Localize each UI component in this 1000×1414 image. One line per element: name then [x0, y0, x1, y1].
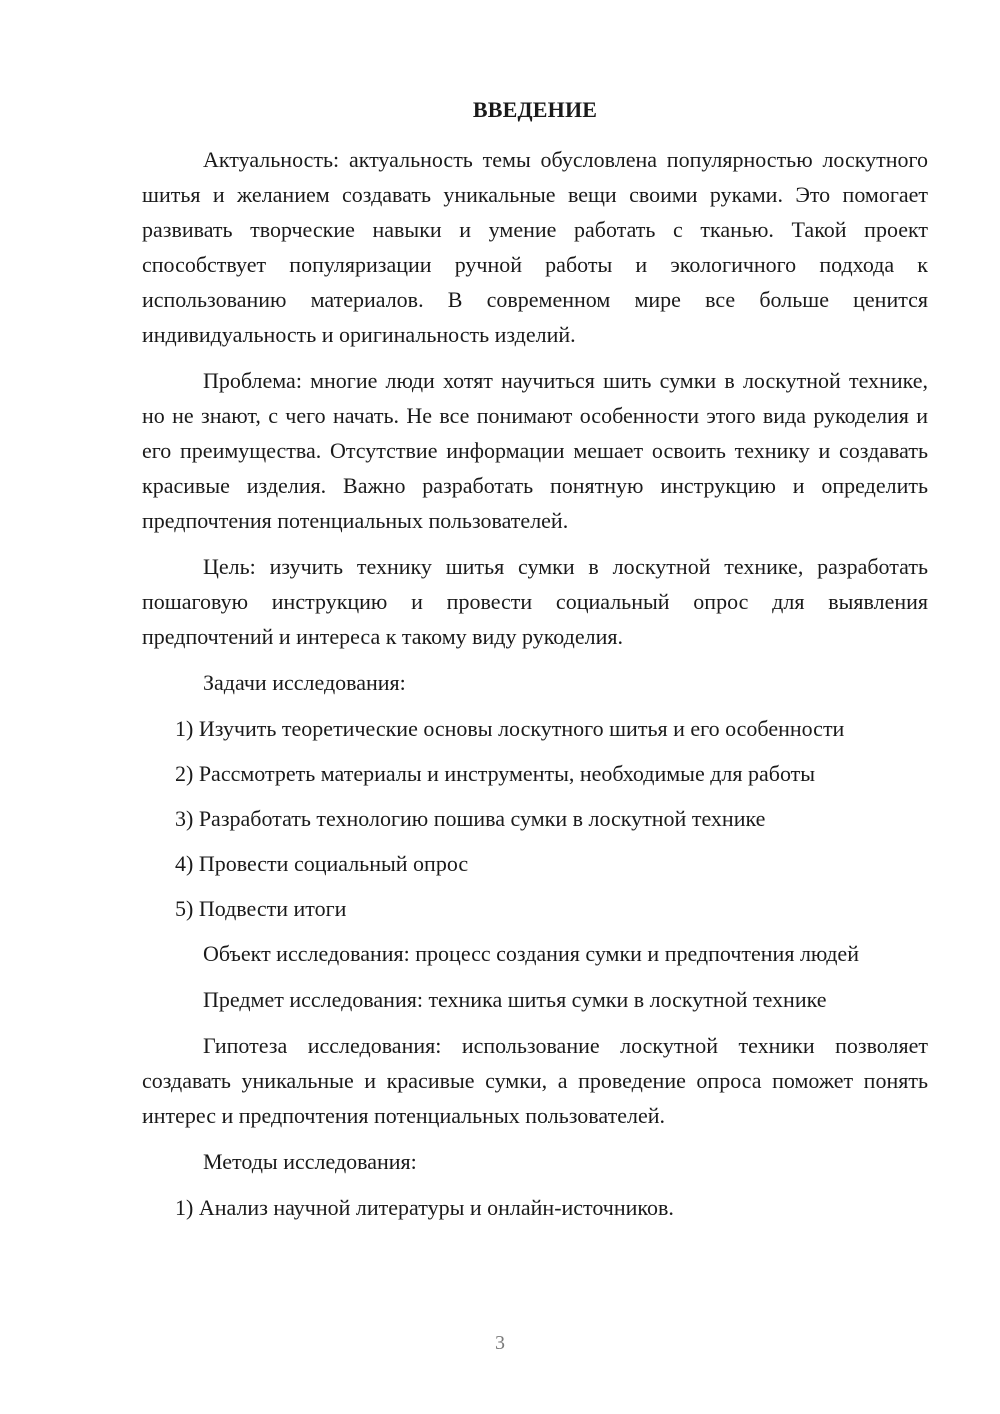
goal-paragraph: Цель: изучить технику шитья сумки в лоскутной технике, разработать пошаговую инструкцию и провести социальный опрос для выявления предпочтений и интереса к такому виду рукоделия.	[142, 554, 928, 649]
subject-paragraph: Предмет исследования: техника шитья сумки в лоскутной технике	[203, 987, 827, 1012]
task-item-3: 3) Разработать технологию пошива сумки в лоскутной технике	[175, 806, 766, 831]
object-paragraph: Объект исследования: процесс создания сумки и предпочтения людей	[203, 941, 859, 966]
methods-list	[142, 1190, 928, 1225]
section-title: ВВЕДЕНИЕ	[472, 97, 598, 122]
task-item-2: 2) Рассмотреть материалы и инструменты, необходимые для работы	[175, 761, 816, 786]
task-item-1: 1) Изучить теоретические основы лоскутного шитья и его особенности	[175, 716, 845, 741]
page-number: 3	[495, 1332, 505, 1354]
relevance-paragraph: Актуальность: актуальность темы обусловлена популярностью лоскутного шитья и желанием создавать уникальные вещи своими руками. Это помогает развивать творческие навыки и умение работать с тканью. Такой проект способствует популяризации ручной работы и экологичного подхода к использованию материалов. В современном мире все больше ценится индивидуальность и оригинальность изделий.	[142, 147, 928, 347]
hypothesis-paragraph: Гипотеза исследования: использование лоскутной техники позволяет создавать уникальные и красивые сумки, а проведение опроса поможет понять интерес и предпочтения потенциальных пользователей.	[142, 1033, 928, 1128]
document-page	[142, 94, 928, 1235]
task-item-4: 4) Провести социальный опрос	[175, 851, 469, 876]
tasks-list	[142, 711, 928, 926]
methods-heading: Методы исследования:	[203, 1149, 417, 1174]
problem-paragraph: Проблема: многие люди хотят научиться шить сумки в лоскутной технике, но не знают, с чего начать. Не все понимают особенности этого вида рукоделия и его преимущества. Отсутствие информации мешает освоить технику и создавать красивые изделия. Важно разработать понятную инструкцию и определить предпочтения потенциальных пользователей.	[142, 368, 928, 533]
method-item-1: 1) Анализ научной литературы и онлайн-источников.	[175, 1195, 674, 1220]
task-item-5: 5) Подвести итоги	[175, 896, 347, 921]
tasks-heading: Задачи исследования:	[203, 670, 406, 695]
